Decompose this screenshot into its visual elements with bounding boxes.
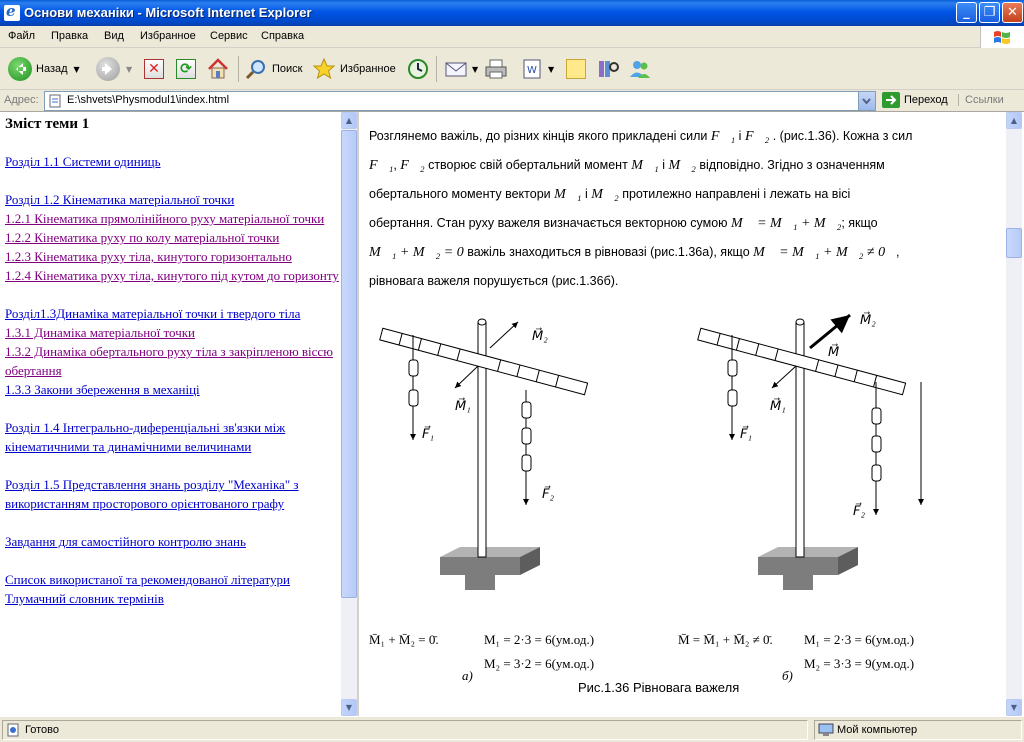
messenger-icon xyxy=(628,57,652,81)
page-icon xyxy=(48,94,62,108)
note-icon xyxy=(566,59,586,79)
formula-b-m1: M₁ = 2·3 = 6(ум.од.) xyxy=(804,632,915,647)
article-word: . (рис.1.36). Кожна з сил xyxy=(772,129,913,143)
article-line: створює свій обертальний момент xyxy=(428,158,628,172)
stop-icon: ✕ xyxy=(144,59,164,79)
menu-file[interactable]: Файл xyxy=(8,30,36,42)
menu-edit[interactable]: Правка xyxy=(51,30,89,42)
svg-text:M⃗₂: M⃗₂ xyxy=(860,312,876,327)
svg-text:F⃗₂: F⃗₂ xyxy=(542,486,554,501)
print-button[interactable] xyxy=(484,56,508,82)
formula-b-sum: M̄ = M̄₁ + M̄₂ ≠ 0̄. xyxy=(678,632,773,647)
toc-link-s133[interactable]: 1.3.3 Закони збереження в механіці xyxy=(5,382,200,397)
mail-icon xyxy=(444,57,468,81)
forward-dropdown-icon[interactable]: ▼ xyxy=(126,64,133,74)
article-word: відповідно. Згідно з означенням xyxy=(699,158,885,172)
scroll-down-icon[interactable]: ▼ xyxy=(341,699,357,716)
lever-diagram-b xyxy=(698,312,921,590)
article-line: обертання. Стан руху важеля визначається векторною сумою xyxy=(369,216,728,230)
status-bar xyxy=(0,716,1024,742)
mail-dropdown-icon[interactable]: ▼ xyxy=(472,64,479,74)
star-icon xyxy=(312,57,336,81)
scroll-down-icon[interactable]: ▼ xyxy=(1006,699,1022,716)
article-word: і xyxy=(585,187,588,201)
content-frame xyxy=(360,112,1024,716)
my-computer-icon xyxy=(818,723,834,737)
status-text xyxy=(2,720,808,740)
edit-button[interactable] xyxy=(520,56,554,82)
toc-link-s13[interactable]: Розділ1.3Динаміка матеріальної точки і твердого тіла xyxy=(5,306,301,321)
ie-icon xyxy=(4,5,20,21)
research-icon xyxy=(596,57,620,81)
formula-b-m2: M₂ = 3·3 = 9(ум.од.) xyxy=(804,656,915,671)
refresh-icon: ⟳ xyxy=(176,59,196,79)
formula-a-m1: M₁ = 2·3 = 6(ум.од.) xyxy=(484,632,595,647)
svg-text:M⃗₁: M⃗₁ xyxy=(455,398,471,413)
toc-link-s124[interactable]: 1.2.4 Кінематика руху тіла, кинутого під кутом до горизонту xyxy=(5,268,339,283)
word-icon xyxy=(520,57,544,81)
address-input[interactable] xyxy=(44,91,876,111)
toc-frame xyxy=(0,112,359,716)
home-icon xyxy=(206,57,230,81)
article-line: рівновага важеля порушується (рис.1.36б). xyxy=(369,274,619,288)
messenger-button[interactable] xyxy=(628,56,652,82)
article-line: важіль знаходиться в рівновазі (рис.1.36а), якщо xyxy=(467,245,750,259)
svg-text:F⃗₂: F⃗₂ xyxy=(853,503,865,518)
toc-heading: Зміст теми 1 xyxy=(5,116,90,132)
toc-link-s15[interactable]: Розділ 1.5 Представлення знань розділу "Механіка" з використанням просторового орієнтованого графу xyxy=(5,477,299,511)
status-zone xyxy=(814,720,1022,740)
toc-link-glossary[interactable]: Тлумачний словник термінів xyxy=(5,591,164,606)
figure-label-b: б) xyxy=(782,668,793,683)
links-button[interactable]: Ссылки xyxy=(958,94,1004,106)
content-scroll-thumb[interactable] xyxy=(1006,228,1022,258)
go-button[interactable]: Переход xyxy=(882,92,948,108)
maximize-button[interactable]: ❐ xyxy=(979,2,1000,23)
go-arrow-icon xyxy=(882,92,900,108)
toc-link-s11[interactable]: Розділ 1.1 Системи одиниць xyxy=(5,154,161,169)
back-dropdown-icon[interactable]: ▼ xyxy=(73,64,80,74)
toc-link-s12[interactable]: Розділ 1.2 Кінематика матеріальної точки xyxy=(5,192,235,207)
favorites-button[interactable]: Избранное xyxy=(312,56,396,82)
windows-logo-icon xyxy=(980,26,1024,48)
article-word: і xyxy=(662,158,665,172)
toc-link-s122[interactable]: 1.2.2 Кінематика руху по колу матеріальної точки xyxy=(5,230,280,245)
history-icon xyxy=(406,57,430,81)
scroll-up-icon[interactable]: ▲ xyxy=(341,112,357,129)
mail-button[interactable] xyxy=(444,56,478,82)
toc-link-s132[interactable]: 1.3.2 Динаміка обертального руху тіла з закріпленою віссю обертання xyxy=(5,344,333,378)
home-button[interactable] xyxy=(206,56,230,82)
refresh-button[interactable] xyxy=(176,56,196,82)
address-url: E:\shvets\Physmodul1\index.html xyxy=(67,94,230,106)
svg-text:W: W xyxy=(527,65,537,76)
content-scrollbar[interactable] xyxy=(1006,112,1022,716)
close-button[interactable]: ✕ xyxy=(1002,2,1023,23)
toc-link-s121[interactable]: 1.2.1 Кінематика прямолінійного руху матеріальної точки xyxy=(5,211,325,226)
menu-view[interactable]: Вид xyxy=(104,30,124,42)
svg-text:M⃗₁: M⃗₁ xyxy=(770,398,786,413)
discuss-button[interactable] xyxy=(566,56,586,82)
forward-arrow-icon xyxy=(96,57,120,81)
toc-scroll-thumb[interactable] xyxy=(341,130,357,598)
article-word: і xyxy=(738,129,742,143)
article-word: протилежно направлені і лежать на вісі xyxy=(622,187,851,201)
toc-link-s123[interactable]: 1.2.3 Кінематика руху тіла, кинутого горизонтально xyxy=(5,249,292,264)
page-status-icon xyxy=(6,723,20,737)
status-label: Готово xyxy=(25,724,59,736)
search-button[interactable]: Поиск xyxy=(244,56,302,82)
toc-content xyxy=(5,116,341,608)
history-button[interactable] xyxy=(406,56,430,82)
svg-text:M⃗: M⃗ xyxy=(828,344,840,359)
search-icon xyxy=(244,57,268,81)
address-label: Адрес: xyxy=(4,94,39,106)
toc-link-tasks[interactable]: Завдання для самостійного контролю знань xyxy=(5,534,246,549)
svg-text:F⃗₁: F⃗₁ xyxy=(422,426,434,441)
toc-link-s131[interactable]: 1.3.1 Динаміка матеріальної точки xyxy=(5,325,196,340)
article-line: обертального моменту вектори xyxy=(369,187,551,201)
edit-dropdown-icon[interactable]: ▼ xyxy=(548,64,555,74)
title-bar xyxy=(0,0,1024,26)
toc-link-literature[interactable]: Список використаної та рекомендованої літератури xyxy=(5,572,290,587)
address-bar xyxy=(0,90,1024,112)
menu-bar xyxy=(0,26,1024,48)
lever-figure xyxy=(360,310,1008,710)
scroll-up-icon[interactable]: ▲ xyxy=(1006,112,1022,129)
minimize-button[interactable]: _ xyxy=(956,2,977,23)
article-line: Розглянемо важіль, до різних кінців якого прикладені сили xyxy=(369,129,708,143)
window-title: Основи механіки - Microsoft Internet Explorer xyxy=(24,5,312,20)
back-button[interactable]: Назад ▼ xyxy=(8,56,80,82)
zone-label: Мой компьютер xyxy=(837,724,918,736)
stop-button[interactable] xyxy=(144,56,164,82)
toolbar xyxy=(0,48,1024,90)
formula-a-m2: M₂ = 3·2 = 6(ум.од.) xyxy=(484,656,595,671)
article-word: ; якщо xyxy=(841,216,878,230)
menu-favorites[interactable]: Избранное xyxy=(140,30,196,42)
formula-a-sum: M̄₁ + M̄₂ = 0̄. xyxy=(369,632,439,647)
menu-help[interactable]: Справка xyxy=(261,30,305,42)
address-dropdown-icon[interactable] xyxy=(858,92,875,110)
research-button[interactable] xyxy=(596,56,620,82)
svg-text:F⃗₁: F⃗₁ xyxy=(740,426,752,441)
lever-diagram-a xyxy=(380,319,588,590)
printer-icon xyxy=(484,57,508,81)
figure-caption: Рис.1.36 Рівновага важеля xyxy=(578,680,740,695)
forward-button[interactable] xyxy=(96,56,132,82)
back-arrow-icon xyxy=(8,57,32,81)
toc-link-s14[interactable]: Розділ 1.4 Інтегрально-диференціальні зв'язки між кінематичними та динамічними величинами xyxy=(5,420,286,454)
toc-scrollbar[interactable] xyxy=(341,112,357,716)
article-text: Розглянемо важіль, до різних кінців якого прикладені сили F⃗₁ і F⃗₂ . (рис.1.36). Кожна з сил F⃗₁, F⃗₂ створює свій обертальний момент M⃗₁ і M⃗₂ відповідно. Згідно з означенням обертального моменту вектори M⃗₁ і M⃗₂ протилежно направлені і лежать на вісі обертання. Стан руху важеля визначається векторною сумою M⃗ = M⃗₁ + M⃗₂; якщо M⃗₁ + M⃗₂ = 0 важіль знаходиться в рівновазі (рис.1.36а), якщо M⃗ = M⃗₁ + M⃗₂ ≠ 0⃗, рівновага важеля порушується (рис.1.36б). xyxy=(369,129,913,288)
figure-label-a: а) xyxy=(462,668,473,683)
menu-tools[interactable]: Сервис xyxy=(210,30,248,42)
svg-text:M⃗₂: M⃗₂ xyxy=(532,328,548,343)
